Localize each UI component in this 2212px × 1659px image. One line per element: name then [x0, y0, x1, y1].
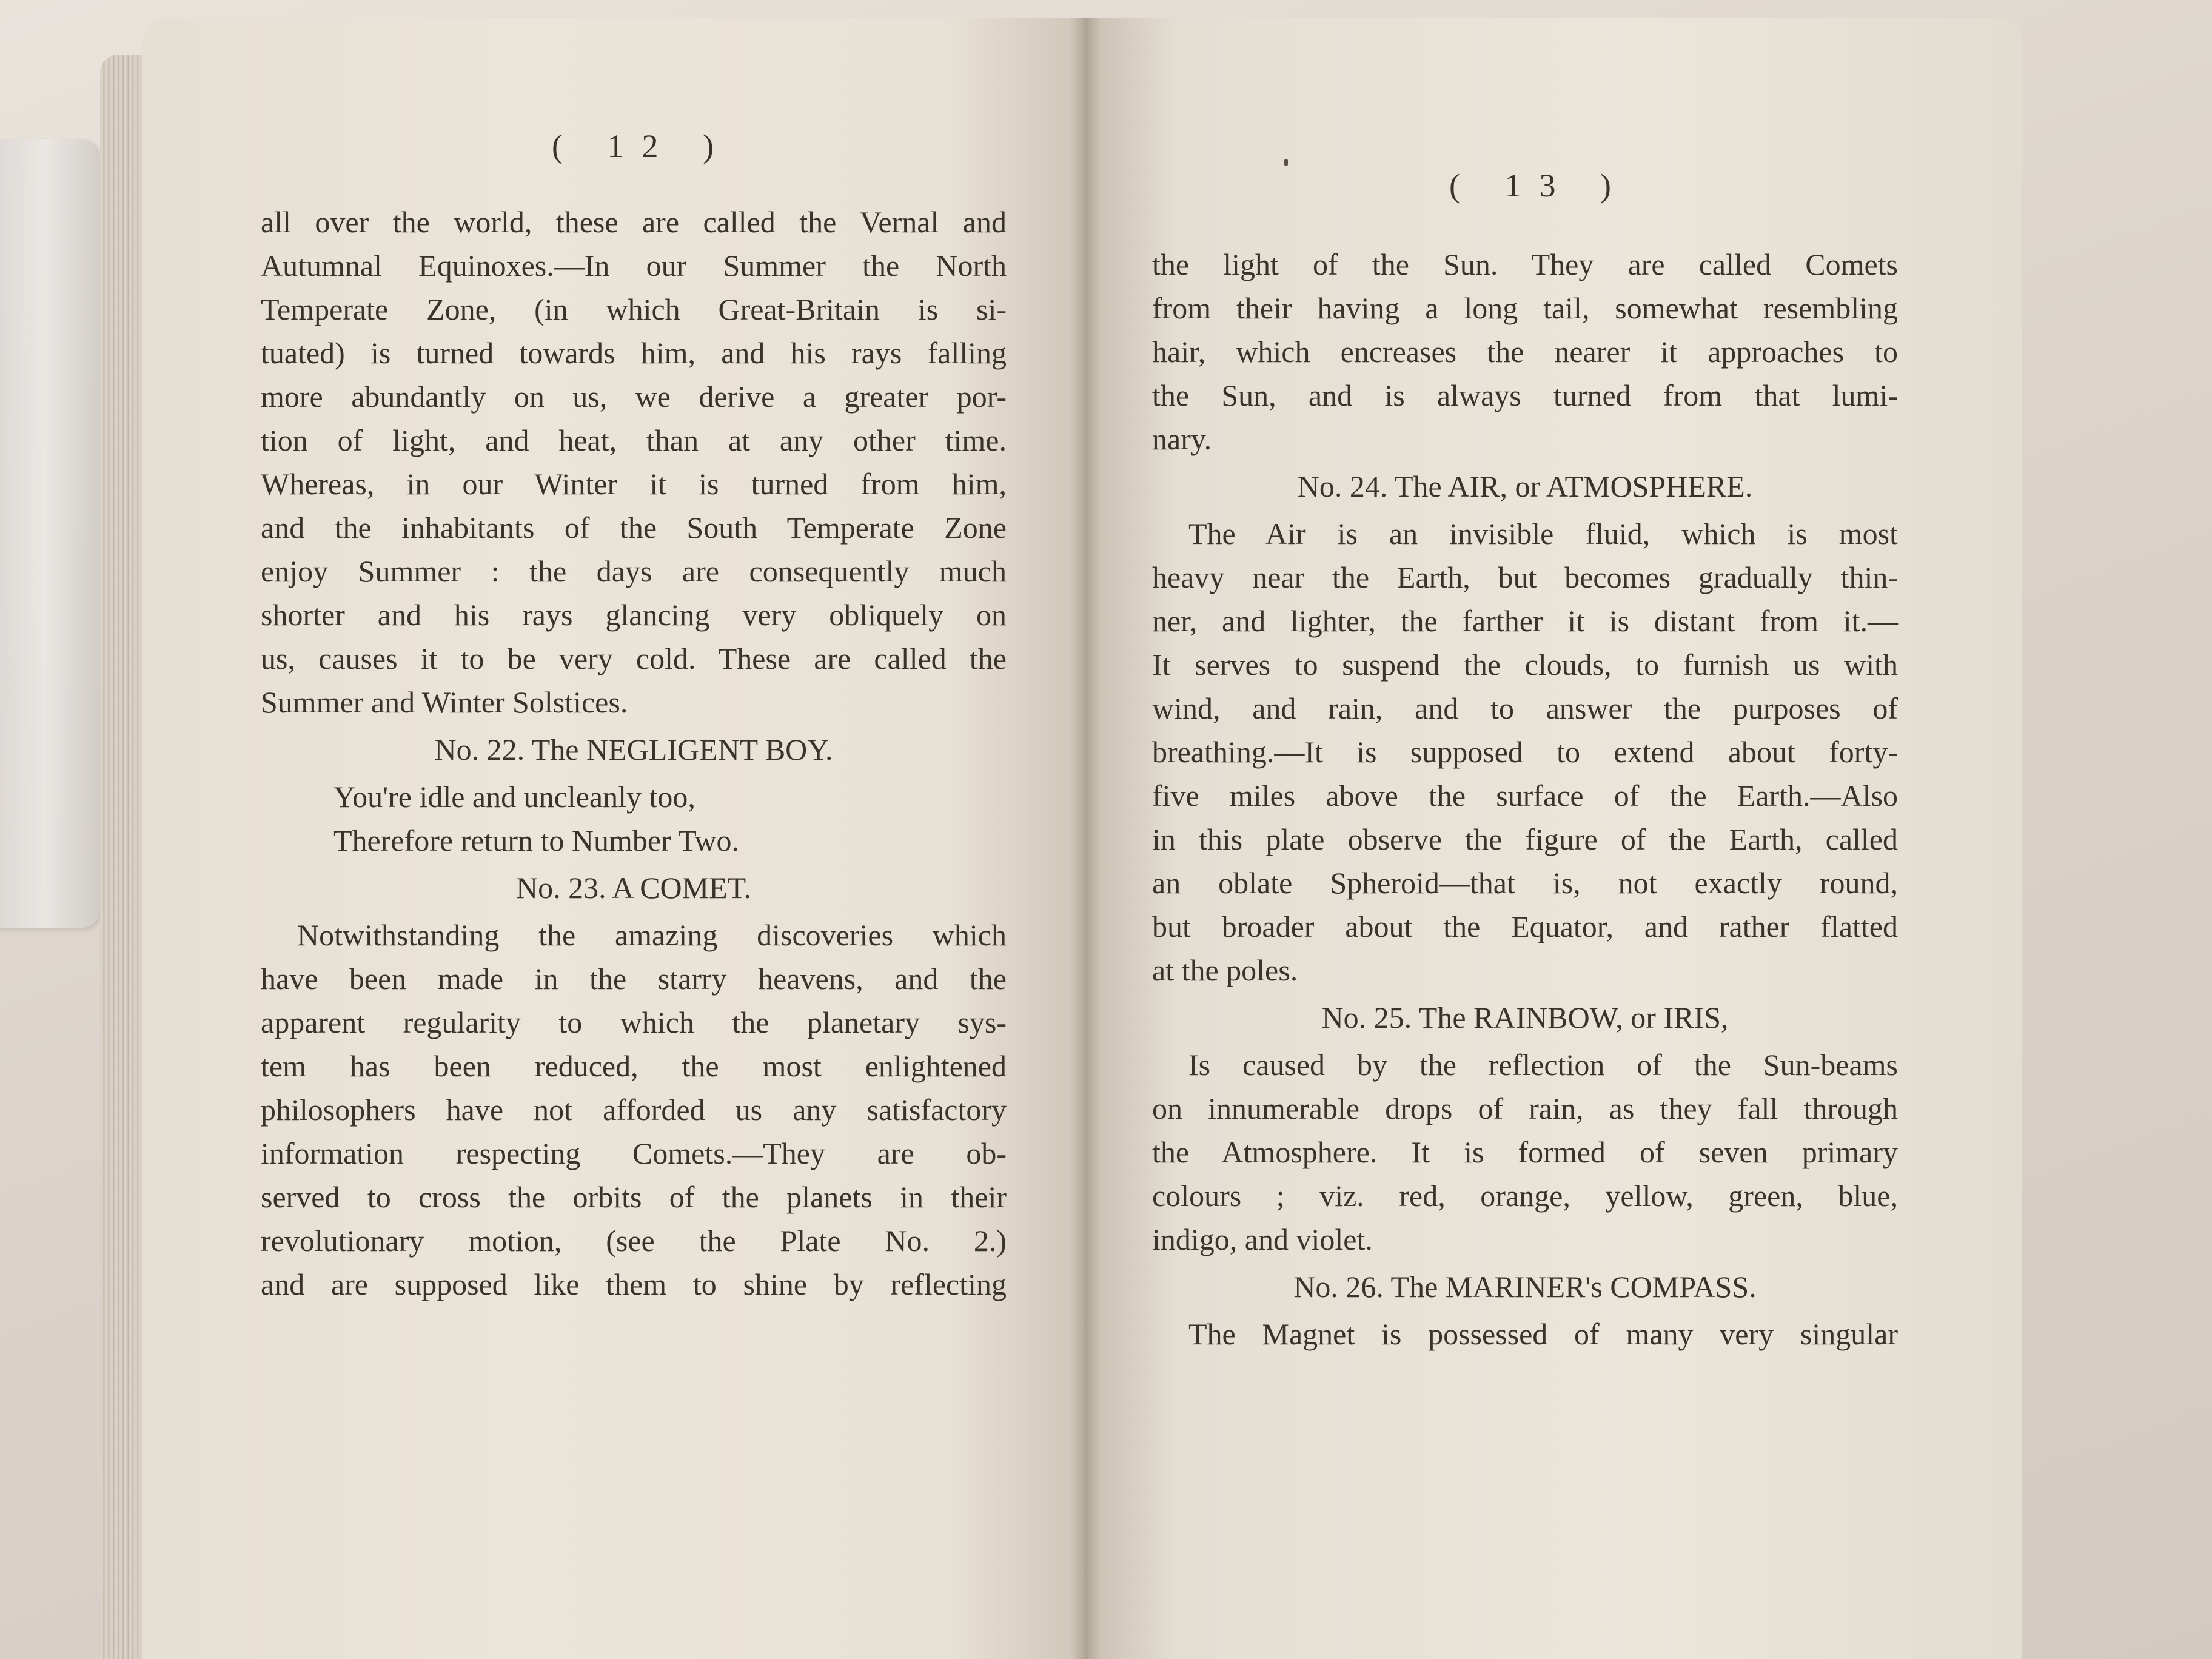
text-line: It serves to suspend the clouds, to furnish us with — [1152, 648, 1898, 682]
section-heading-23: No. 23. A COMET. — [516, 871, 751, 905]
text-line: Temperate Zone, (in which Great-Britain is si- — [261, 292, 1007, 326]
right-page-number: ( 13 ) — [1449, 167, 1629, 204]
text-line: apparent regularity to which the planetary sys- — [261, 1005, 1007, 1039]
text-line: breathing.—It is supposed to extend about forty- — [1152, 735, 1898, 769]
text-line: the light of the Sun. They are called Comets — [1152, 247, 1898, 281]
verse-line: You're idle and uncleanly too, — [333, 780, 695, 814]
ink-speck — [1284, 159, 1288, 166]
text-line: us, causes it to be very cold. These are called the — [261, 642, 1007, 675]
text-line: The Magnet is possessed of many very singular — [1188, 1317, 1898, 1351]
text-line: ner, and lighter, the farther it is distant from it.— — [1152, 604, 1898, 638]
text-line: the Atmosphere. It is formed of seven primary — [1152, 1135, 1898, 1169]
text-line: Notwithstanding the amazing discoveries which — [297, 918, 1007, 952]
text-line: and are supposed like them to shine by reflecting — [261, 1267, 1007, 1301]
text-line: served to cross the orbits of the planets in their — [261, 1180, 1007, 1214]
section-heading-25: No. 25. The RAINBOW, or IRIS, — [1321, 1000, 1729, 1034]
text-line: information respecting Comets.—They are ob- — [261, 1136, 1007, 1170]
text-line: more abundantly on us, we derive a greater por- — [261, 380, 1007, 414]
text-line: The Air is an invisible fluid, which is most — [1188, 517, 1898, 551]
text-line: Whereas, in our Winter it is turned from him, — [261, 467, 1007, 501]
book-gutter — [1070, 18, 1101, 1659]
text-line: Autumnal Equinoxes.—In our Summer the North — [261, 249, 1007, 283]
text-line: from their having a long tail, somewhat resembling — [1152, 291, 1898, 325]
text-line: all over the world, these are called the Vernal and — [261, 205, 1007, 239]
text-line: wind, and rain, and to answer the purposes of — [1152, 691, 1898, 725]
text-line: and the inhabitants of the South Temperate Zone — [261, 511, 1007, 545]
plastic-sleeve — [0, 139, 100, 928]
section-heading-26: No. 26. The MARINER's COMPASS. — [1293, 1270, 1757, 1304]
text-line: revolutionary motion, (see the Plate No. 2.) — [261, 1224, 1007, 1258]
left-page-text — [261, 200, 1007, 1306]
text-line: the Sun, and is always turned from that lumi- — [1152, 378, 1898, 412]
text-line: but broader about the Equator, and rather flatted — [1152, 910, 1898, 943]
text-line: shorter and his rays glancing very obliquely on — [261, 598, 1007, 632]
verse-line: Therefore return to Number Two. — [333, 823, 739, 857]
left-page-number: ( 12 ) — [552, 128, 732, 164]
text-line: in this plate observe the figure of the Earth, called — [1152, 822, 1898, 856]
text-line: Is caused by the reflection of the Sun-beams — [1188, 1048, 1898, 1082]
text-line: at the poles. — [1152, 953, 1298, 987]
text-line: hair, which encreases the nearer it approaches to — [1152, 335, 1898, 369]
text-line: indigo, and violet. — [1152, 1222, 1373, 1256]
text-line: have been made in the starry heavens, and the — [261, 962, 1007, 996]
text-line: enjoy Summer : the days are consequently much — [261, 554, 1007, 588]
text-line: philosophers have not afforded us any satisfactory — [261, 1093, 1007, 1127]
text-line: five miles above the surface of the Earth.—Also — [1152, 779, 1898, 813]
text-line: tuated) is turned towards him, and his rays falling — [261, 336, 1007, 370]
text-line: an oblate Spheroid—that is, not exactly round, — [1152, 866, 1898, 900]
section-heading-22: No. 22. The NEGLIGENT BOY. — [434, 732, 833, 766]
text-line: colours ; viz. red, orange, yellow, green, blue, — [1152, 1179, 1898, 1213]
section-heading-24: No. 24. The AIR, or ATMOSPHERE. — [1297, 469, 1753, 503]
right-page-text — [1152, 243, 1898, 1356]
text-line: heavy near the Earth, but becomes gradually thin- — [1152, 560, 1898, 594]
text-line: on innumerable drops of rain, as they fall through — [1152, 1091, 1898, 1125]
text-line: nary. — [1152, 422, 1212, 456]
text-line: tem has been reduced, the most enlightened — [261, 1049, 1007, 1083]
text-line: tion of light, and heat, than at any other time. — [261, 423, 1007, 457]
text-line: Summer and Winter Solstices. — [261, 685, 628, 719]
